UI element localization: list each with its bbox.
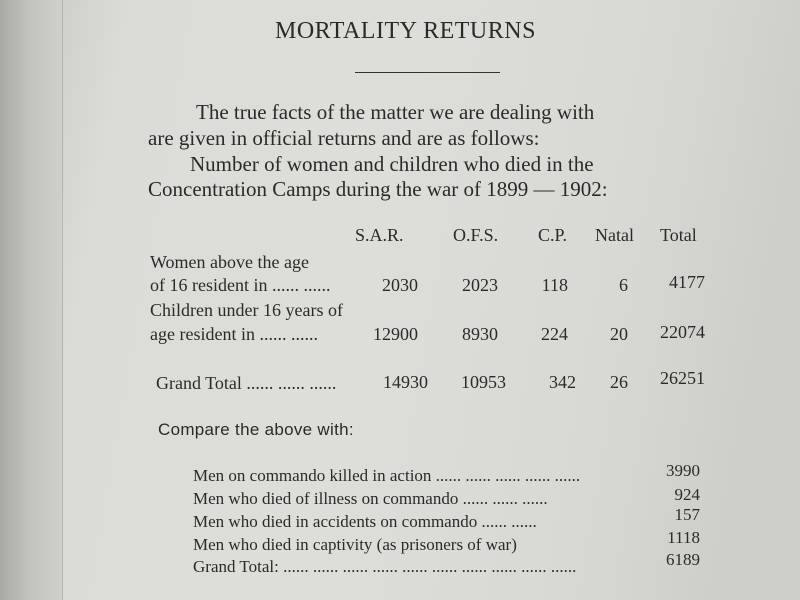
header-sar: S.A.R. [355,225,404,245]
men-row-label: Men who died of illness on commando ...... ...... ...... [193,489,548,508]
women-cp: 118 [541,275,568,295]
men-row-value: 1118 [667,528,700,547]
grand-total-sar: 14930 [383,372,428,392]
intro-line-4: Concentration Camps during the war of 1899 — 1902: [148,177,608,201]
children-sar: 12900 [373,324,418,344]
grand-total-cp: 342 [549,372,576,392]
intro-line-3: Number of women and children who died in the [190,152,594,176]
page-title: MORTALITY RETURNS [275,18,536,44]
title-rule [355,72,500,73]
men-row-label: Men on commando killed in action ...... ...... ...... ...... ...... [193,466,581,485]
grand-total-total: 26251 [660,368,705,388]
women-sar: 2030 [382,275,418,295]
children-cp: 224 [541,324,568,344]
grand-total-natal: 26 [610,372,628,392]
header-cp: C.P. [538,225,568,245]
row-children-label-1: Children under 16 years of [150,300,343,320]
women-ofs: 2023 [462,275,498,295]
compare-label: Compare the above with: [158,420,354,439]
row-children-label-2: age resident in ...... ...... [150,324,318,344]
header-natal: Natal [595,225,634,245]
row-women-label-2: of 16 resident in ...... ...... [150,275,331,295]
children-total: 22074 [660,322,705,342]
row-women-label-1: Women above the age [150,252,309,272]
intro-line-1: The true facts of the matter we are dealing with [196,100,595,124]
men-row-label: Men who died in accidents on commando ...... ...... [193,512,537,531]
men-row-value: 924 [674,485,700,504]
children-ofs: 8930 [462,324,498,344]
grand-total-ofs: 10953 [461,372,506,392]
men-row-value: 3990 [666,461,700,480]
men-row-label: Men who died in captivity (as prisoners of war) [193,535,517,554]
intro-line-2: are given in official returns and are as follows: [148,126,540,150]
women-total: 4177 [669,272,705,292]
header-total: Total [660,225,697,245]
book-spine [0,0,63,600]
grand-total-label: Grand Total ...... ...... ...... [156,373,337,393]
men-row-label: Grand Total: ...... ...... ...... ...... ...... ...... ...... ...... ...... ...... [193,557,577,576]
header-ofs: O.F.S. [453,225,499,245]
children-natal: 20 [610,324,628,344]
women-natal: 6 [619,275,628,295]
men-row-value: 157 [674,505,700,524]
men-row-value: 6189 [666,550,700,569]
